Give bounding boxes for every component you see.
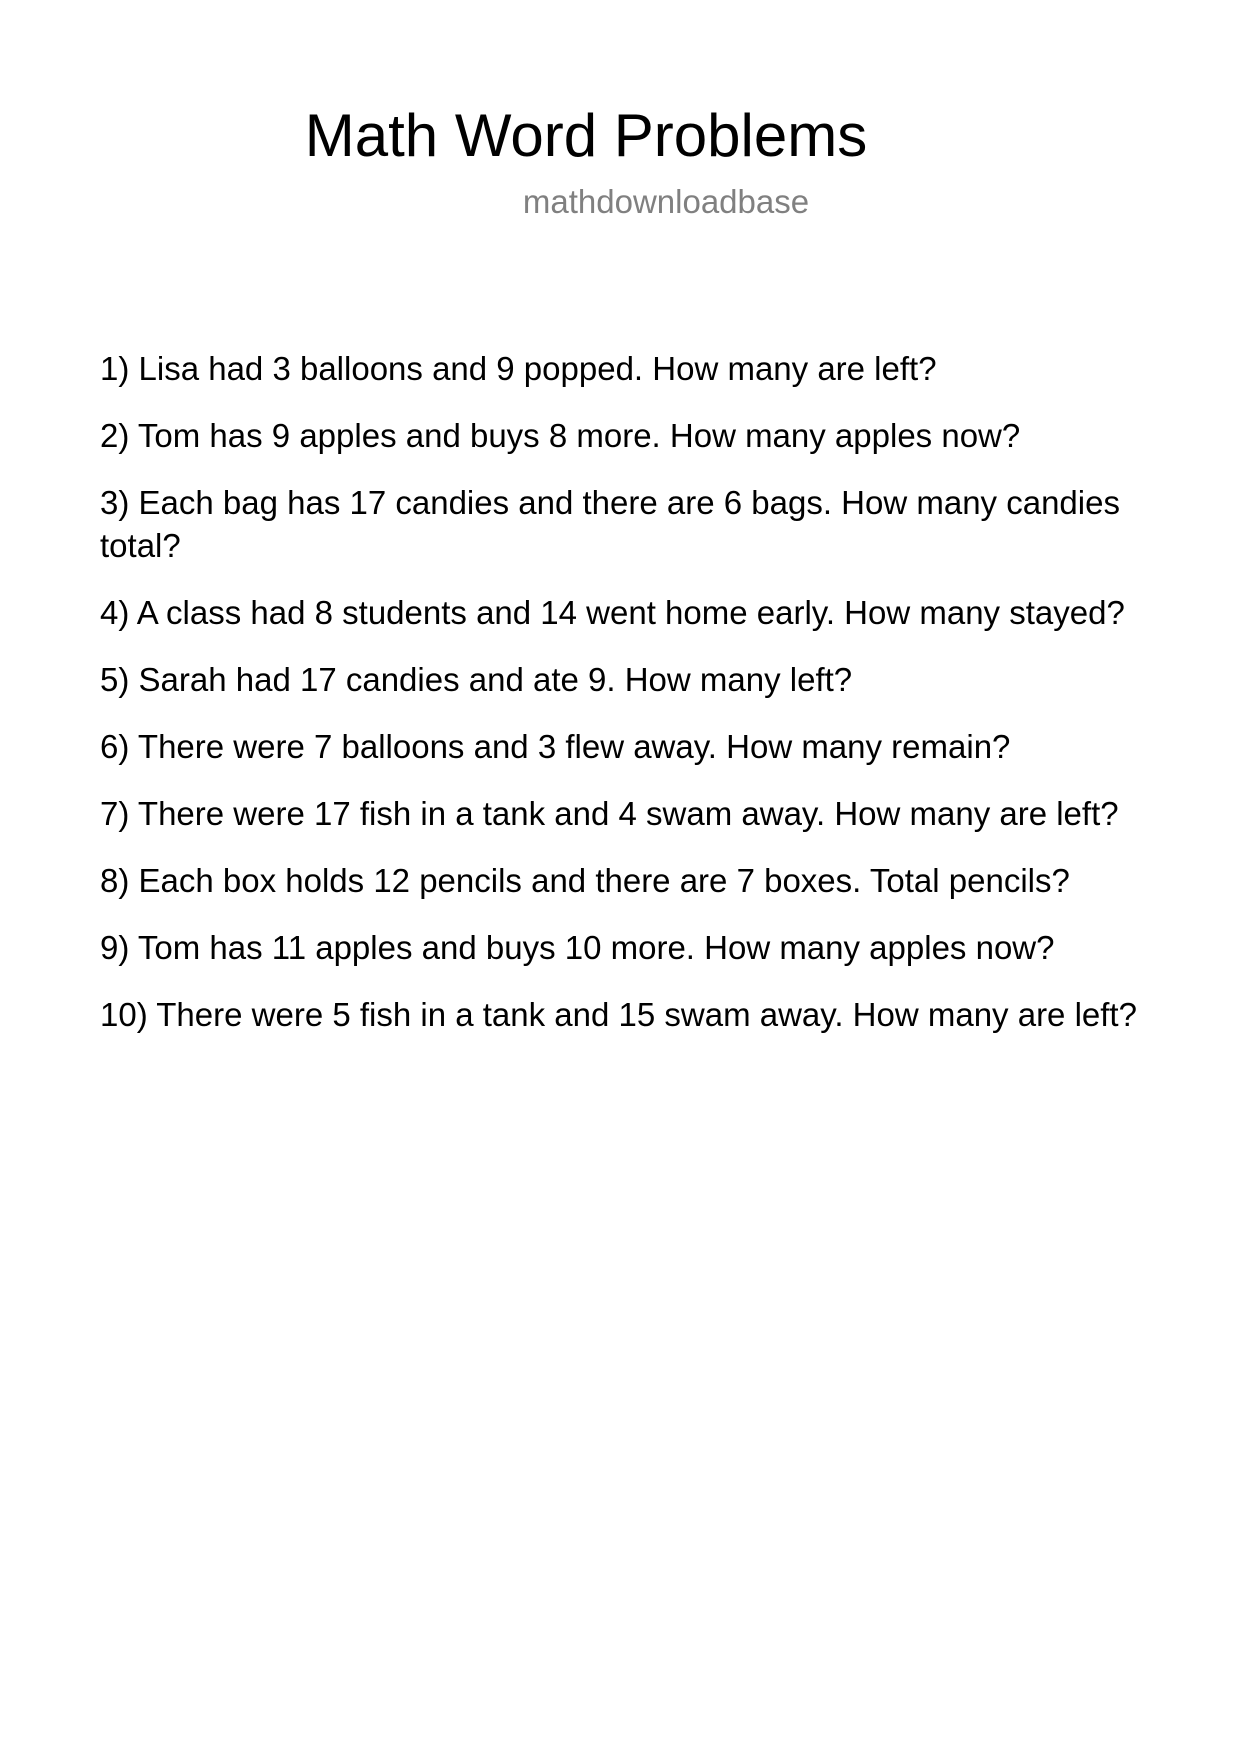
page-title: Math Word Problems: [304, 102, 868, 169]
problem-item-4: 4) A class had 8 students and 14 went home early. How many stayed?: [100, 594, 1125, 631]
problem-item-6: 6) There were 7 balloons and 3 flew away. How many remain?: [100, 728, 1011, 765]
page-subtitle: mathdownloadbase: [522, 183, 810, 220]
problem-item-8: 8) Each box holds 12 pencils and there are 7 boxes. Total pencils?: [100, 862, 1070, 899]
problem-item-3: 3) Each bag has 17 candies and there are 6 bags. How many candies total?: [100, 484, 1120, 564]
problem-item-5: 5) Sarah had 17 candies and ate 9. How many left?: [100, 661, 853, 698]
problem-list: [100, 347, 1150, 1060]
problem-item-7: 7) There were 17 fish in a tank and 4 swam away. How many are left?: [100, 795, 1119, 832]
problem-item-9: 9) Tom has 11 apples and buys 10 more. How many apples now?: [100, 929, 1055, 966]
problem-item-10: 10) There were 5 fish in a tank and 15 swam away. How many are left?: [100, 996, 1137, 1033]
problem-item-2: 2) Tom has 9 apples and buys 8 more. How many apples now?: [100, 417, 1021, 454]
problem-item-1: 1) Lisa had 3 balloons and 9 popped. How many are left?: [100, 350, 937, 387]
